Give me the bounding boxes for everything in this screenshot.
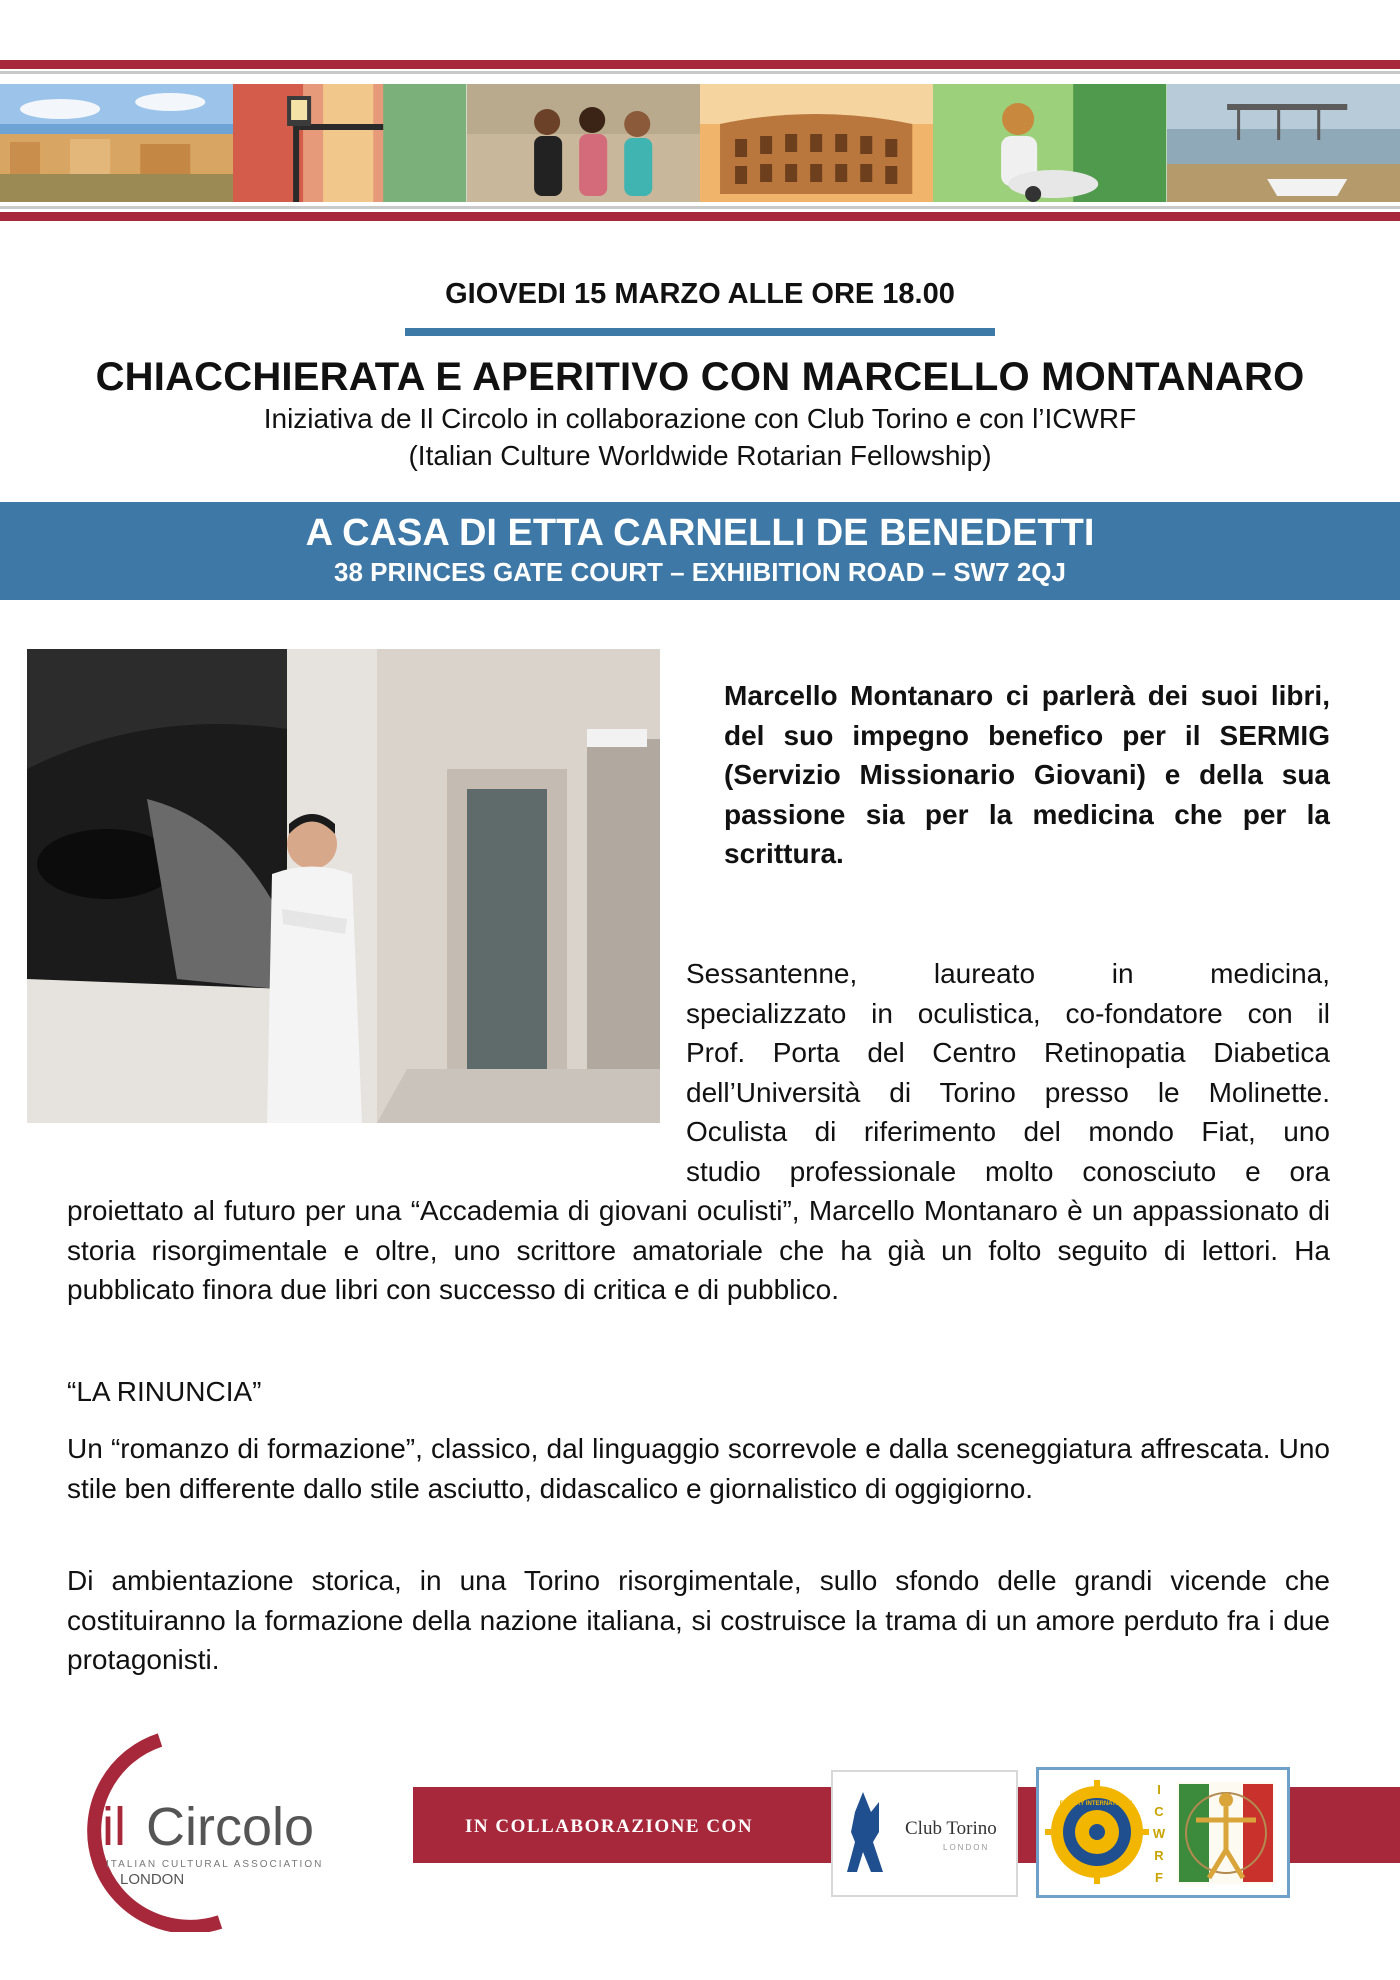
friends-photo — [467, 84, 700, 202]
book-title: “LA RINUNCIA” — [67, 1376, 262, 1407]
vespa-photo — [933, 84, 1166, 202]
bio-line: dell’Università di Torino presso le Molinette. — [686, 1076, 1330, 1108]
logo-circolo: Circolo — [146, 1797, 315, 1857]
bio-line: specializzato in oculistica, co-fondatore con il — [686, 997, 1330, 1029]
icwrf-letter-f: F — [1155, 1870, 1163, 1885]
top-stripe-red — [0, 60, 1400, 69]
date-underline — [405, 328, 995, 336]
logo-tagline: ITALIAN CULTURAL ASSOCIATION — [106, 1859, 324, 1870]
banner-stripe-grey — [0, 206, 1400, 209]
bio-line: Oculista di riferimento del mondo Fiat, uno — [686, 1116, 1330, 1147]
photo-banner — [0, 84, 1400, 202]
venue-name: A CASA DI ETTA CARNELLI DE BENEDETTI — [305, 512, 1095, 554]
icwrf-letter-c: C — [1154, 1804, 1164, 1819]
logo-city: LONDON — [120, 1871, 185, 1888]
top-stripe-grey — [0, 71, 1400, 74]
bio-line: studio professionale molto conosciuto e ora — [686, 1155, 1330, 1187]
il-circolo-logo — [50, 1732, 370, 1932]
logo-il: il — [102, 1797, 126, 1857]
genoa-lamp-photo — [233, 84, 466, 202]
club-torino-city: LONDON — [943, 1843, 990, 1852]
bio-line: Prof. Porta del Centro Retinopatia Diabetica — [686, 1037, 1330, 1068]
collab-label: IN COLLABORAZIONE CON — [465, 1816, 754, 1837]
event-date: GIOVEDI 15 MARZO ALLE ORE 18.00 — [445, 278, 955, 310]
icwrf-letter-i: I — [1157, 1782, 1161, 1797]
club-torino-name: Club Torino — [905, 1818, 997, 1839]
venue-band — [0, 502, 1400, 600]
event-title: CHIACCHIERATA E APERITIVO CON MARCELLO MONTANARO — [95, 355, 1305, 399]
bio-line: Sessantenne, laureato in medicina, — [686, 958, 1330, 989]
banner-stripe-red — [0, 212, 1400, 221]
book-paragraph-2: Di ambientazione storica, in una Torino risorgimentale, sullo sfondo delle grandi vicende che costituiranno la formazione della nazione italiana, si costruisce la trama di un amore perduto fra i due protagonisti. — [67, 1565, 1330, 1675]
colosseum-photo — [700, 84, 933, 202]
lake-photo — [1167, 84, 1400, 202]
event-subtitle-2: (Italian Culture Worldwide Rotarian Fellowship) — [408, 440, 992, 471]
book-paragraph-1: Un “romanzo di formazione”, classico, dal linguaggio scorrevole e dalla sceneggiatura affrescata. Uno stile ben differente dallo stile asciutto, didascalico e giornalistico di oggigiorno. — [67, 1433, 1330, 1504]
icwrf-letter-r: R — [1154, 1848, 1164, 1863]
speaker-photo — [27, 649, 660, 1123]
event-subtitle-1: Iniziativa de Il Circolo in collaborazione con Club Torino e con l’ICWRF — [263, 403, 1137, 434]
icwrf-logo — [1036, 1767, 1290, 1898]
venue-address: 38 PRINCES GATE COURT – EXHIBITION ROAD – SW7 2QJ — [334, 557, 1066, 587]
rotary-text: ROTARY INTERNATIONAL — [1059, 1801, 1135, 1807]
bio-beside-photo — [686, 954, 1330, 1191]
icwrf-letter-w: W — [1152, 1826, 1166, 1841]
bio-continued: proiettato al futuro per una “Accademia di giovani oculisti”, Marcello Montanaro è un appassionato di storia risorgimentale e oltre, uno scrittore amatoriale che ha già un folto seguito di lettori. Ha pubblicato finora due libri con successo di critica e di pubblico. — [67, 1195, 1330, 1305]
florence-photo — [0, 84, 233, 202]
club-torino-logo — [831, 1770, 1018, 1897]
lead-paragraph: Marcello Montanaro ci parlerà dei suoi libri, del suo impegno benefico per il SERMIG (Servizio Missionario Giovani) e della sua passione sia per la medicina che per la scrittura. — [724, 680, 1330, 869]
